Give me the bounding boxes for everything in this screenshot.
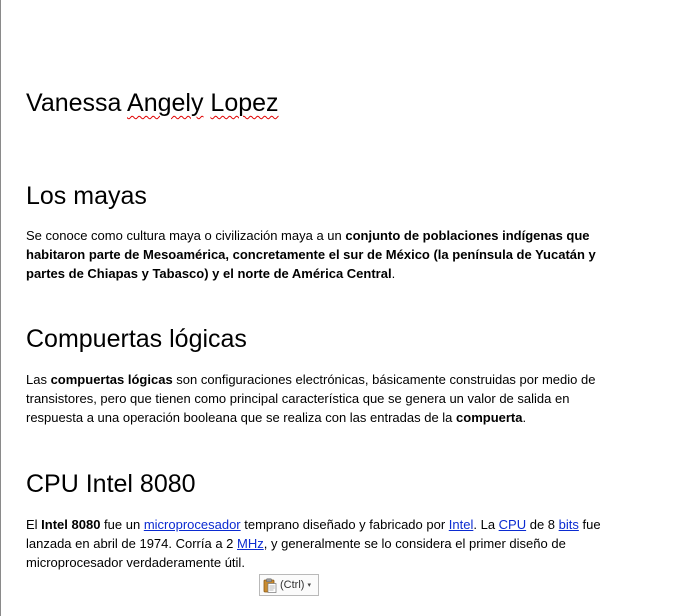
bold-text: compuertas lógicas [50, 372, 173, 387]
paragraph-compuertas-logicas: Las compuertas lógicas son configuraciones electrónicas, básicamente construidas por medio de transistores, pero que tienen como principal característica que se genera un valor de salida en respuesta a una operación booleana que se realiza con las entradas de la compuerta. [26, 372, 596, 425]
paste-options-label: (Ctrl) [280, 579, 305, 591]
author-last-name: Lopez [210, 89, 279, 117]
author-name [26, 86, 279, 120]
paragraph-cpu-intel-8080: El Intel 8080 fue un microprocesador temprano diseñado y fabricado por Intel. La CPU de 8 bits fue lanzada en abril de 1974. Corría a 2 MHz, y generalmente se lo considera el primer diseño de microprocesador verdaderamente útil. [26, 517, 601, 570]
author-middle-name: Angely [127, 89, 204, 117]
link-microprocesador[interactable]: microprocesador [143, 517, 241, 532]
heading-cpu-intel-8080: CPU Intel 8080 [26, 470, 196, 498]
bold-text: Intel 8080 [41, 517, 101, 532]
bold-text: conjunto de poblaciones indígenas que habitaron parte de Mesoamérica, concretamente el sur de México (la península de Yucatán y partes de Chiapas y Tabasco) y el norte de América Central [26, 228, 596, 281]
paragraph-los-mayas: Se conoce como cultura maya o civilización maya a un conjunto de poblaciones indígenas que habitaron parte de Mesoamérica, concretamente el sur de México (la península de Yucatán y partes de Chiapas y Tabasco) y el norte de América Central. [26, 228, 596, 281]
link-intel[interactable]: Intel [448, 517, 474, 532]
author-first-name: Vanessa [26, 89, 122, 117]
paste-options-button[interactable] [259, 574, 319, 596]
link-bits[interactable]: bits [558, 517, 579, 532]
link-cpu[interactable]: CPU [498, 517, 527, 532]
chevron-down-icon: ▾ [307, 582, 311, 589]
heading-los-mayas: Los mayas [26, 182, 147, 210]
heading-compuertas-logicas: Compuertas lógicas [26, 325, 247, 353]
link-mhz[interactable]: MHz [237, 536, 264, 551]
clipboard-icon [263, 578, 277, 593]
bold-text: compuerta [456, 410, 523, 425]
